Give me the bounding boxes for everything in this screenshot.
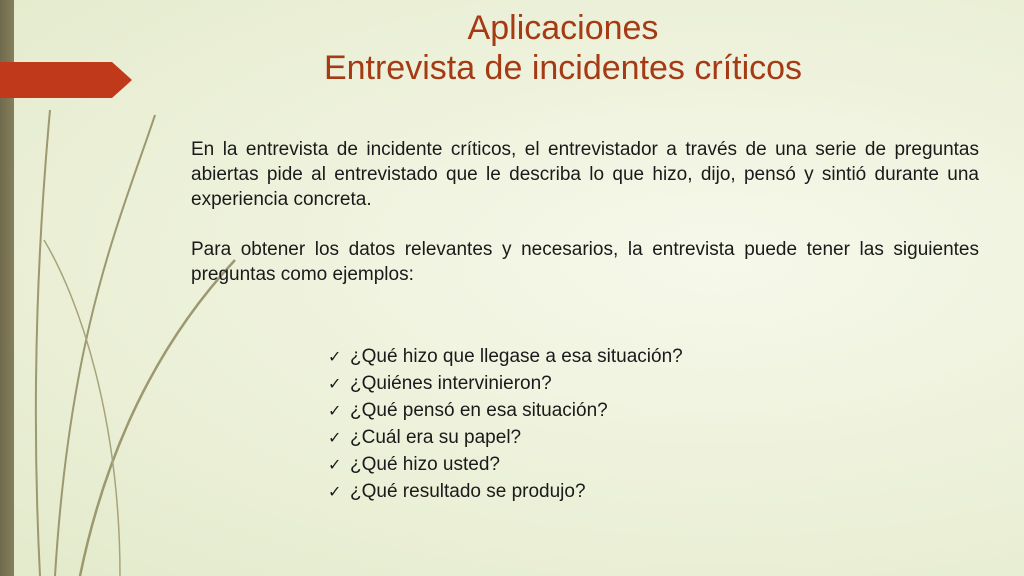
question-text: ¿Qué resultado se produjo? xyxy=(350,481,586,502)
list-item xyxy=(328,452,683,479)
check-icon: ✓ xyxy=(328,484,342,501)
list-item xyxy=(328,398,683,425)
question-text: ¿Cuál era su papel? xyxy=(350,427,522,448)
list-item xyxy=(328,344,683,371)
list-item xyxy=(328,371,683,398)
check-icon: ✓ xyxy=(328,403,342,420)
question-list xyxy=(328,344,683,506)
paragraph-2: Para obtener los datos relevantes y necesarios, la entrevista puede tener las siguientes preguntas como ejemplos: xyxy=(191,239,979,285)
check-icon: ✓ xyxy=(328,457,342,474)
question-text: ¿Quiénes intervinieron? xyxy=(350,373,552,394)
arrow-icon xyxy=(0,0,140,110)
list-item xyxy=(328,425,683,452)
body-text xyxy=(191,137,979,287)
question-text: ¿Qué hizo usted? xyxy=(350,454,500,475)
slide-title xyxy=(220,8,906,88)
check-icon: ✓ xyxy=(328,349,342,366)
title-line-1: Aplicaciones xyxy=(467,9,659,47)
paragraph-1: En la entrevista de incidente críticos, el entrevistador a través de una serie de preguntas abiertas pide al entrevistado que le describa lo que hizo, dijo, pensó y sintió durante una experiencia concreta. xyxy=(191,139,979,210)
question-text: ¿Qué pensó en esa situación? xyxy=(350,400,608,421)
question-text: ¿Qué hizo que llegase a esa situación? xyxy=(350,346,683,367)
title-line-2: Entrevista de incidentes críticos xyxy=(323,49,803,87)
check-icon: ✓ xyxy=(328,430,342,447)
check-icon: ✓ xyxy=(328,376,342,393)
list-item xyxy=(328,479,683,506)
